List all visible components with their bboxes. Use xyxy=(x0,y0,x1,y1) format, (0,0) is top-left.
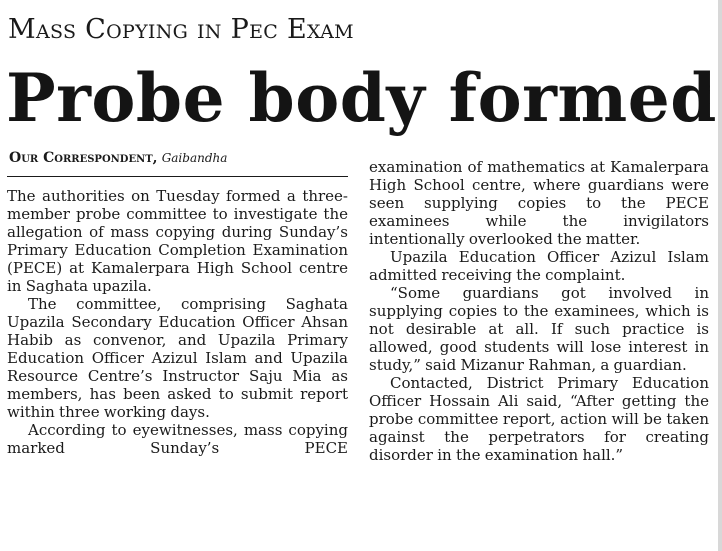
headline: Probe body formed xyxy=(6,59,717,137)
article-column-2 xyxy=(369,158,709,464)
paragraph: The authorities on Tuesday formed a three-member probe committee to investigate the allegation of mass copying during Sunday’s Primary Education Completion Examination (PECE) at Kamalerpara High School centre in Saghata upazila. xyxy=(7,187,348,295)
paragraph: “Some guardians got involved in supplying copies to the examinees, which is not desirable at all. If such practice is allowed, good students will lose interest in study,” said Mizanur Rahman, a guardian. xyxy=(369,284,709,374)
byline-author: Our Correspondent, xyxy=(9,150,158,166)
paragraph: examination of mathematics at Kamalerpara High School centre, where guardians were seen supplying copies to the PECE examinees while the invigilators intentionally overlooked the matter. xyxy=(369,158,709,248)
paragraph: According to eyewitnesses, mass copying marked Sunday’s PECE xyxy=(7,421,348,457)
paragraph: Contacted, District Primary Education Officer Hossain Ali said, “After getting the probe committee report, action will be taken against the perpetrators for creating disorder in the examination hall.” xyxy=(369,374,709,464)
kicker-heading: Mass Copying in Pec Exam xyxy=(8,14,354,45)
byline-rule xyxy=(7,176,348,177)
byline xyxy=(9,150,227,166)
paragraph: The committee, comprising Saghata Upazila Secondary Education Officer Ahsan Habib as convenor, and Upazila Primary Education Officer Azizul Islam and Upazila Resource Centre’s Instructor Saju Mia as members, has been asked to submit report within three working days. xyxy=(7,295,348,421)
byline-location: Gaibandha xyxy=(161,151,228,165)
page-edge xyxy=(718,0,722,551)
paragraph: Upazila Education Officer Azizul Islam admitted receiving the complaint. xyxy=(369,248,709,284)
article-column-1 xyxy=(7,187,348,457)
